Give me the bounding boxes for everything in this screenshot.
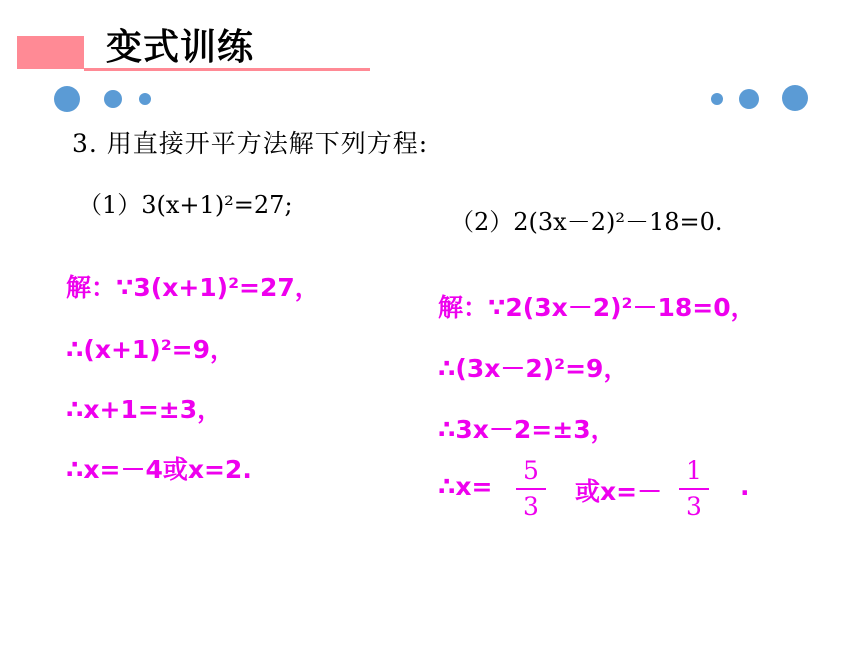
solution2-final-period: . (740, 472, 750, 501)
solution1-line-3: ∴x+1=±3， (66, 395, 223, 424)
fraction-numerator: 5 (523, 456, 539, 485)
fraction-bar (679, 488, 709, 490)
fraction-bar (516, 488, 546, 490)
decorative-dot (711, 93, 723, 105)
equation-2: （2）2(3x－2)²－18=0. (450, 208, 723, 236)
solution2-final-middle: 或x=－ (575, 477, 663, 506)
equation-1: （1）3(x+1)²=27; (78, 191, 293, 219)
title-accent-block (17, 36, 84, 69)
fraction-denominator: 3 (686, 492, 702, 521)
solution2-line-1: 解：∵2(3x－2)²－18=0， (438, 293, 756, 322)
solution2-final-prefix: ∴x= (438, 472, 493, 501)
decorative-dot (739, 89, 759, 109)
fraction-one-third (679, 456, 709, 522)
decorative-dot (139, 93, 151, 105)
decorative-dot (54, 86, 80, 112)
solution2-line-2: ∴(3x－2)²=9， (438, 354, 629, 383)
solution1-line-4: ∴x=－4或x=2. (66, 455, 252, 484)
solution1-line-2: ∴(x+1)²=9， (66, 335, 236, 364)
decorative-dot (104, 90, 122, 108)
fraction-denominator: 3 (523, 492, 539, 521)
solution1-line-1: 解：∵3(x+1)²=27， (66, 273, 320, 302)
fraction-numerator: 1 (686, 456, 702, 485)
fraction-five-thirds (516, 456, 546, 522)
decorative-dot (782, 85, 808, 111)
page-title: 变式训练 (106, 27, 255, 68)
solution2-line-3: ∴3x－2=±3， (438, 415, 616, 444)
problem-statement: 3. 用直接开平方法解下列方程: (72, 129, 429, 158)
